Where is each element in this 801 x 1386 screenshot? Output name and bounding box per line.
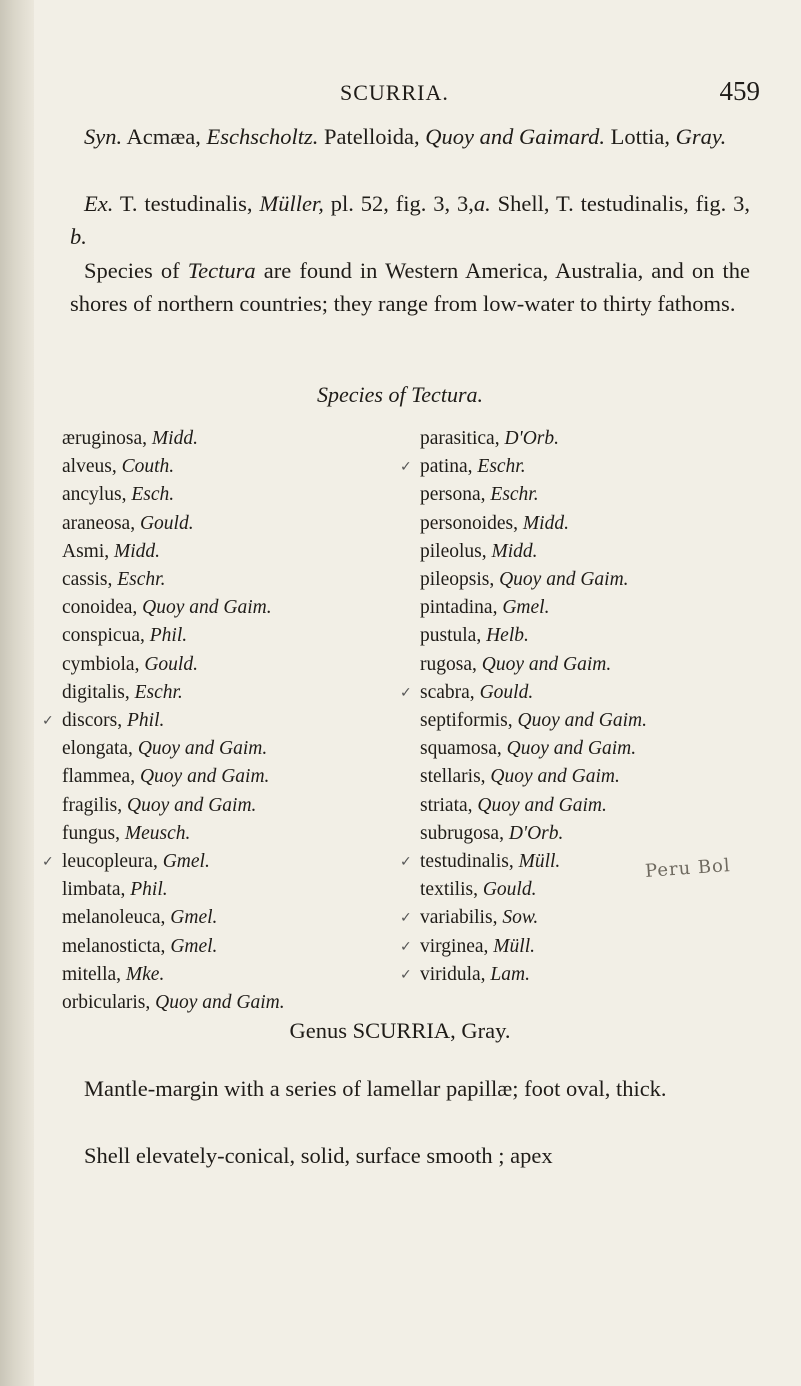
- check-mark-icon: ✓: [42, 713, 54, 730]
- species-entry: [62, 651, 402, 679]
- species-author: Gmel.: [502, 597, 550, 619]
- species-entry: [420, 792, 760, 820]
- species-name: viridula,: [420, 963, 486, 985]
- species-list-left: [42, 425, 402, 1017]
- species-author: Gould.: [479, 681, 534, 703]
- species-name: conoidea,: [62, 597, 138, 619]
- species-entry: [420, 538, 760, 566]
- species-author: Quoy and Gaim.: [477, 794, 607, 816]
- species-author: Lam.: [490, 963, 530, 985]
- species-name: ancylus,: [62, 484, 127, 506]
- page-header: [40, 76, 760, 110]
- species-author: Meusch.: [124, 822, 191, 844]
- species-entry: [62, 622, 402, 650]
- species-name: melanoleuca,: [62, 907, 166, 929]
- species-author: Sow.: [502, 907, 539, 929]
- species-entry: [400, 933, 760, 961]
- species-author: Eschr.: [117, 569, 166, 591]
- figure-letter: a.: [473, 191, 491, 216]
- species-entry: [62, 933, 402, 961]
- species-name: stellaris,: [420, 766, 486, 788]
- species-author: Gmel.: [170, 935, 218, 957]
- synonymy-paragraph: [70, 120, 750, 153]
- example-species: T. testudinalis,: [119, 191, 253, 216]
- species-name: fragilis,: [62, 794, 123, 816]
- example-author: Müller,: [259, 191, 324, 216]
- species-author: Midd.: [151, 428, 198, 449]
- species-name: subrugosa,: [420, 822, 504, 844]
- species-name: flammea,: [62, 766, 136, 788]
- species-entry: [400, 904, 760, 932]
- species-author: Quoy and Gaim.: [142, 597, 272, 619]
- species-author: Quoy and Gaim.: [139, 766, 270, 788]
- figure-letter: b.: [70, 224, 87, 249]
- mantle-paragraph: [70, 1072, 750, 1105]
- species-entry: [62, 566, 402, 594]
- species-author: D'Orb.: [508, 822, 564, 844]
- page-number: 459: [719, 76, 760, 106]
- species-name: æruginosa,: [62, 428, 148, 449]
- species-entry: [62, 453, 402, 481]
- shell-paragraph: [70, 1139, 750, 1172]
- species-entry: [420, 707, 760, 735]
- species-author: Eschr.: [134, 681, 183, 703]
- species-author: Phil.: [127, 710, 165, 732]
- species-entry: [420, 425, 760, 453]
- check-mark-icon: ✓: [400, 459, 412, 476]
- synonym-author: Eschscholtz.: [206, 124, 319, 149]
- species-name: striata,: [420, 794, 473, 816]
- check-mark-icon: ✓: [400, 684, 412, 701]
- synonym-author: Quoy and Gaimard.: [425, 124, 606, 149]
- species-name: digitalis,: [62, 681, 130, 703]
- species-author: Phil.: [130, 879, 168, 901]
- species-author: Müll.: [493, 935, 536, 957]
- species-name: limbata,: [62, 879, 126, 901]
- species-entry: [62, 679, 402, 707]
- synonym-author: Gray.: [675, 124, 727, 149]
- species-name: rugosa,: [420, 653, 477, 675]
- species-author: Gould.: [139, 512, 194, 534]
- species-author: Quoy and Gaim.: [506, 738, 637, 760]
- species-name: pustula,: [420, 625, 482, 647]
- species-name: virginea,: [420, 935, 489, 957]
- shell-text: Shell elevately-conical, solid, surface smooth ; apex: [84, 1143, 553, 1168]
- species-entry: [62, 594, 402, 622]
- distribution-paragraph: [70, 254, 750, 320]
- species-entry: [420, 820, 760, 848]
- species-entry: [62, 792, 402, 820]
- distribution-prefix: Species of: [84, 258, 180, 283]
- species-author: Gould.: [144, 653, 198, 675]
- species-name: orbicularis,: [62, 992, 151, 1014]
- distribution-text: are found in Western America, Australia, and on the shores of northern countries; they range from low-water to thirty fathoms.: [70, 258, 750, 316]
- species-author: Couth.: [121, 456, 175, 478]
- example-shell: Shell, T. testudinalis, fig. 3,: [497, 191, 751, 216]
- species-list-right: [400, 425, 760, 989]
- species-author: D'Orb.: [504, 428, 560, 449]
- species-name: pintadina,: [420, 597, 498, 619]
- species-entry: [420, 876, 760, 904]
- species-name: alveus,: [62, 456, 117, 478]
- species-name: discors,: [62, 710, 123, 732]
- species-author: Quoy and Gaim.: [499, 569, 629, 591]
- species-entry: [62, 538, 402, 566]
- check-mark-icon: ✓: [400, 966, 412, 983]
- species-entry: [62, 510, 402, 538]
- species-name: persona,: [420, 484, 486, 506]
- species-name: araneosa,: [62, 512, 136, 534]
- species-author: Midd.: [491, 540, 538, 562]
- species-section-title: Species of Tectura.: [317, 382, 483, 407]
- species-name: personoides,: [420, 512, 519, 534]
- species-name: elongata,: [62, 738, 133, 760]
- species-name: squamosa,: [420, 738, 502, 760]
- species-name: testudinalis,: [420, 851, 514, 873]
- mantle-text: Mantle-margin with a series of lamellar papillæ; foot oval, thick.: [84, 1076, 667, 1101]
- species-entry: [62, 876, 402, 904]
- check-mark-icon: ✓: [400, 910, 412, 927]
- example-reference: pl. 52, fig. 3, 3,: [330, 191, 474, 216]
- species-entry: [420, 763, 760, 791]
- book-spine-shadow: [0, 0, 34, 1386]
- species-name: patina,: [420, 456, 473, 478]
- check-mark-icon: ✓: [400, 854, 412, 871]
- species-name: mitella,: [62, 963, 122, 985]
- handwritten-note: Peru Bol: [644, 855, 732, 882]
- species-entry: [420, 735, 760, 763]
- species-name: cymbiola,: [62, 653, 140, 675]
- ex-label: Ex.: [84, 191, 114, 216]
- check-mark-icon: ✓: [42, 854, 54, 871]
- species-name: conspicua,: [62, 625, 145, 647]
- species-entry: [62, 425, 402, 453]
- species-author: Gmel.: [162, 851, 210, 873]
- species-name: variabilis,: [420, 907, 498, 929]
- genus-heading: Genus SCURRIA, Gray.: [289, 1018, 511, 1043]
- species-entry: [400, 679, 760, 707]
- species-name: Asmi,: [62, 540, 110, 562]
- species-name: melanosticta,: [62, 935, 166, 957]
- species-entry: [62, 735, 402, 763]
- synonym-name: Acmæa,: [126, 124, 201, 149]
- species-name: cassis,: [62, 569, 113, 591]
- species-entry: [62, 763, 402, 791]
- species-entry: [420, 651, 760, 679]
- species-author: Eschr.: [477, 456, 526, 478]
- species-entry: [420, 510, 760, 538]
- species-author: Mke.: [125, 963, 165, 985]
- species-author: Quoy and Gaim.: [126, 794, 257, 816]
- species-author: Quoy and Gaim.: [137, 738, 268, 760]
- species-author: Esch.: [131, 484, 175, 506]
- species-entry: [42, 848, 402, 876]
- synonym-name: Patelloida,: [324, 124, 420, 149]
- species-name: scabra,: [420, 681, 475, 703]
- species-entry: [42, 707, 402, 735]
- species-entry: [62, 961, 402, 989]
- syn-label: Syn.: [84, 124, 123, 149]
- synonym-name: Lottia,: [610, 124, 670, 149]
- species-name: septiformis,: [420, 710, 513, 732]
- species-entry: [62, 820, 402, 848]
- species-name: pileopsis,: [420, 569, 495, 591]
- species-author: Müll.: [518, 851, 561, 873]
- species-author: Gould.: [482, 879, 537, 901]
- species-name: parasitica,: [420, 428, 500, 449]
- species-entry: [400, 453, 760, 481]
- species-name: textilis,: [420, 879, 478, 901]
- species-entry: [62, 904, 402, 932]
- species-author: Quoy and Gaim.: [490, 766, 620, 788]
- example-paragraph: [70, 187, 750, 253]
- species-author: Eschr.: [490, 484, 539, 506]
- check-mark-icon: ✓: [400, 938, 412, 955]
- species-author: Quoy and Gaim.: [517, 710, 647, 732]
- species-entry: [420, 622, 760, 650]
- species-name: fungus,: [62, 822, 120, 844]
- species-name: pileolus,: [420, 540, 487, 562]
- species-entry: [400, 961, 760, 989]
- species-entry: [420, 566, 760, 594]
- book-page: [40, 0, 780, 1386]
- species-entry: [420, 594, 760, 622]
- species-entry: [62, 481, 402, 509]
- species-author: Phil.: [149, 625, 188, 647]
- species-author: Gmel.: [170, 907, 218, 929]
- species-author: Quoy and Gaim.: [155, 992, 285, 1014]
- species-entry: [420, 481, 760, 509]
- species-author: Midd.: [114, 540, 161, 562]
- genus-name: Tectura: [187, 258, 256, 283]
- running-head: SCURRIA.: [340, 80, 449, 105]
- species-name: leucopleura,: [62, 851, 158, 873]
- species-entry: [62, 989, 402, 1017]
- species-author: Midd.: [522, 512, 569, 534]
- species-author: Helb.: [486, 625, 529, 647]
- species-author: Quoy and Gaim.: [481, 653, 612, 675]
